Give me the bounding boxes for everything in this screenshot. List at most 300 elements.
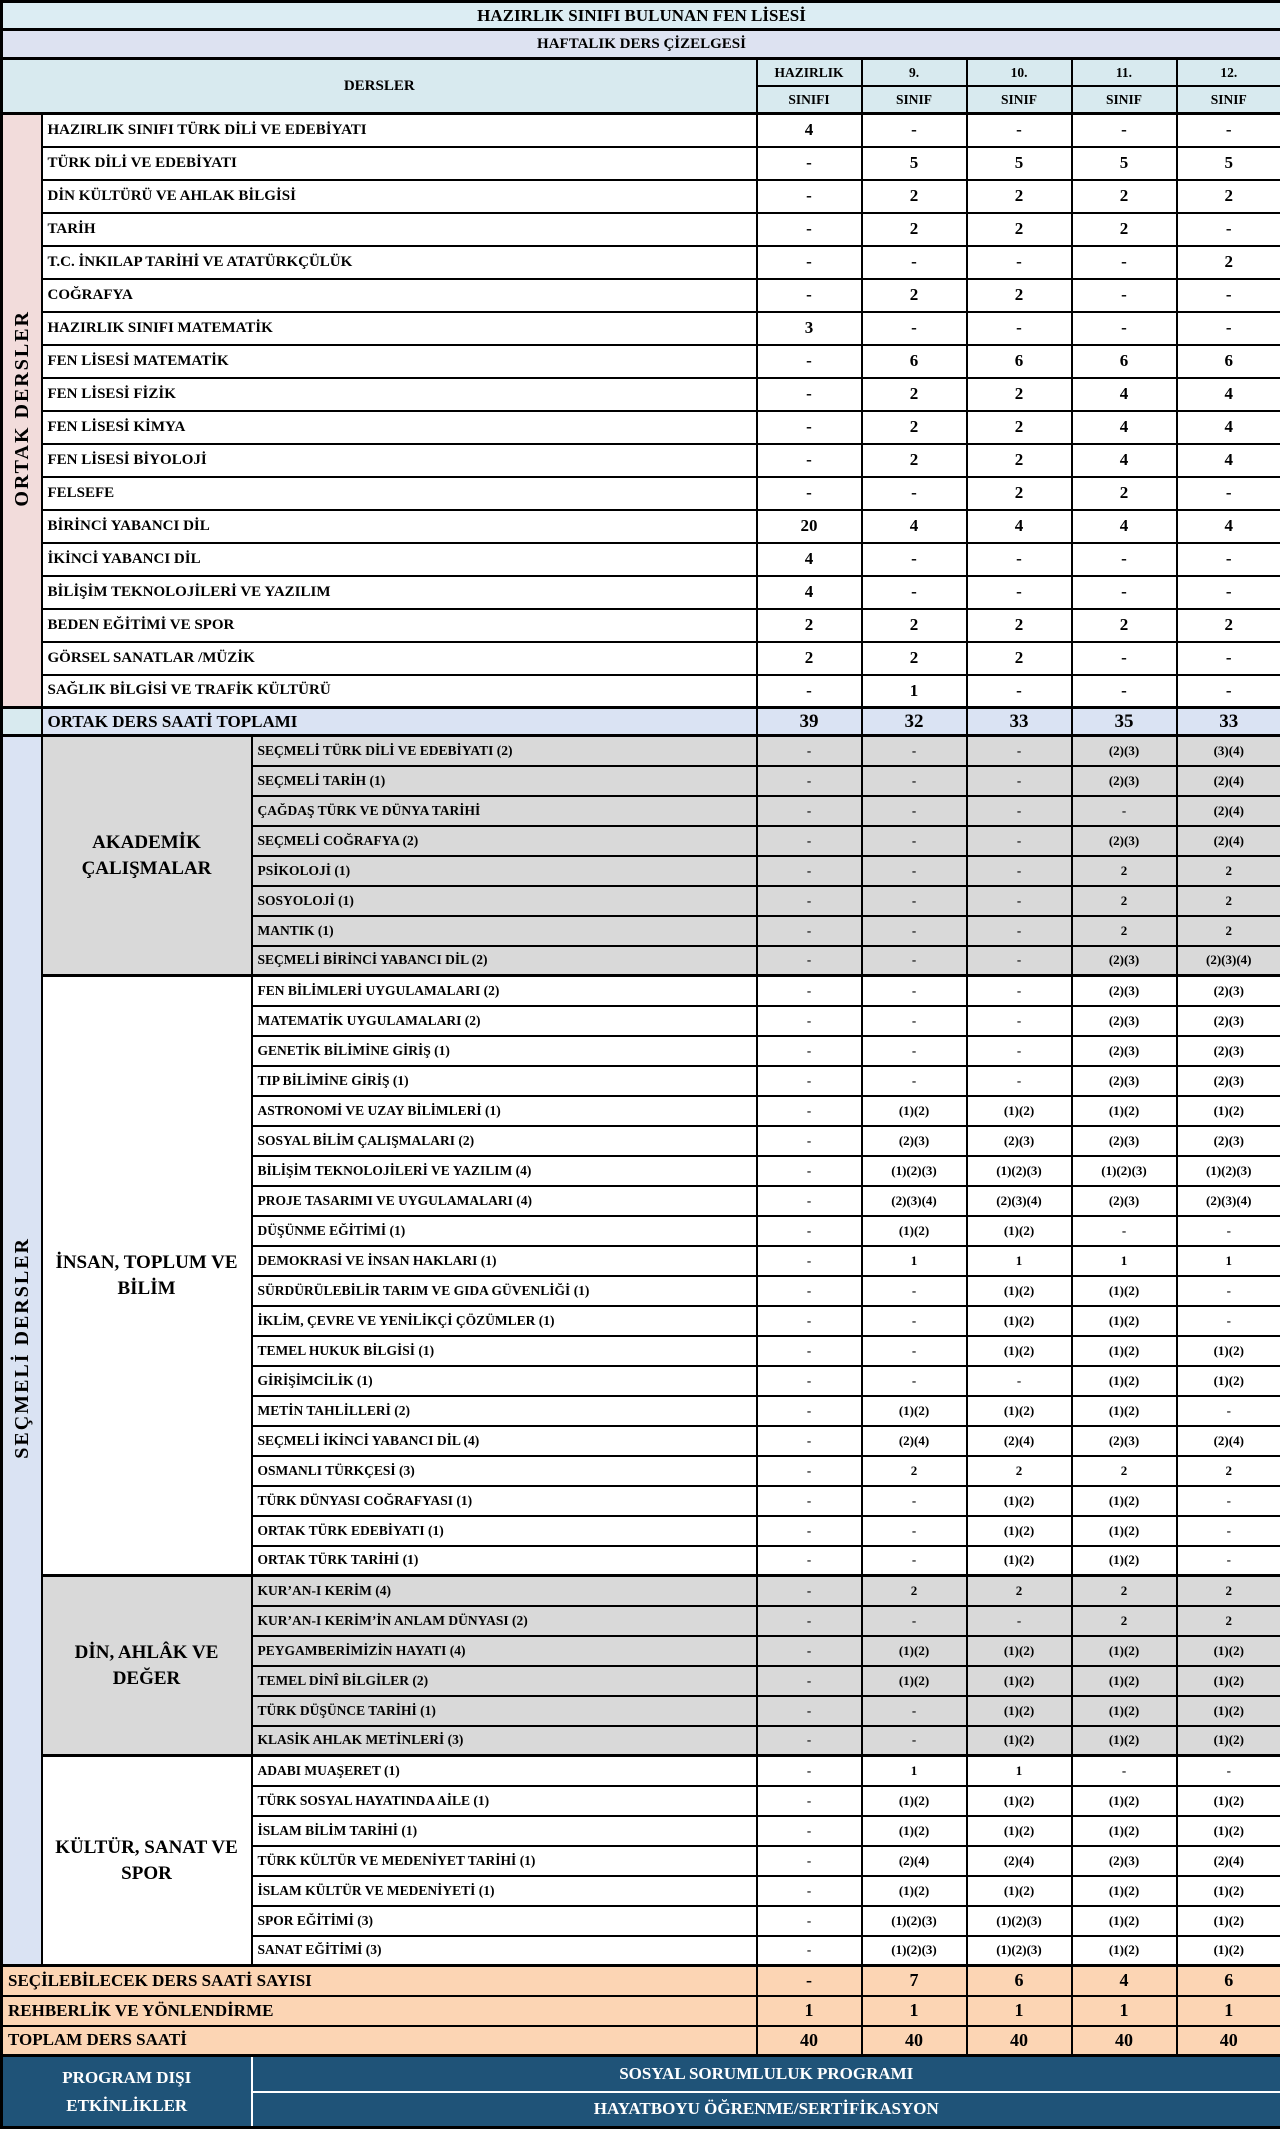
summary-hours: 40	[967, 2026, 1072, 2056]
course-hours: -	[757, 976, 862, 1006]
course-hours: -	[967, 1366, 1072, 1396]
course-hours: -	[1177, 1486, 1280, 1516]
course-hours: 2	[862, 213, 967, 246]
table-body	[2, 114, 1280, 2128]
course-hours: (1)(2)	[1072, 1816, 1177, 1846]
course-hours: (2)(3)	[1072, 1006, 1177, 1036]
elective-course-row	[2, 976, 1280, 1006]
course-hours: (1)(2)	[967, 1786, 1072, 1816]
course-hours: 2	[862, 642, 967, 675]
course-name: FELSEFE	[42, 477, 757, 510]
page-subtitle: HAFTALIK DERS ÇİZELGESİ	[2, 30, 1280, 59]
course-name: TÜRK DİLİ VE EDEBİYATI	[42, 147, 757, 180]
course-hours: (1)(2)	[1072, 1096, 1177, 1126]
course-hours: (1)(2)	[967, 1726, 1072, 1756]
common-course-row	[2, 312, 1280, 345]
course-hours: (2)(3)	[1072, 1426, 1177, 1456]
course-name: FEN BİLİMLERİ UYGULAMALARI (2)	[252, 976, 757, 1006]
course-hours: -	[757, 1936, 862, 1966]
course-hours: -	[862, 246, 967, 279]
course-hours: -	[1072, 279, 1177, 312]
course-hours: -	[757, 1156, 862, 1186]
course-hours: 4	[1072, 444, 1177, 477]
course-hours: 4	[1072, 510, 1177, 543]
course-hours: -	[1177, 576, 1280, 609]
course-hours: -	[862, 1066, 967, 1096]
course-hours: (1)(2)	[1072, 1546, 1177, 1576]
elective-course-row	[2, 1576, 1280, 1606]
course-hours: -	[757, 411, 862, 444]
course-hours: 2	[1072, 180, 1177, 213]
course-name: KUR’AN-I KERİM’İN ANLAM DÜNYASI (2)	[252, 1606, 757, 1636]
course-hours: -	[757, 796, 862, 826]
course-hours: (1)(2)	[967, 1336, 1072, 1366]
course-hours: 6	[1072, 345, 1177, 378]
elective-course-row	[2, 736, 1280, 766]
course-hours: -	[757, 886, 862, 916]
column-header-courses: DERSLER	[2, 59, 757, 114]
course-hours: 2	[862, 279, 967, 312]
course-hours: (2)(3)	[1177, 1036, 1280, 1066]
summary-hours: 6	[967, 1966, 1072, 1996]
course-hours: 2	[967, 444, 1072, 477]
course-name: SEÇMELİ COĞRAFYA (2)	[252, 826, 757, 856]
course-hours: -	[757, 1336, 862, 1366]
course-hours: -	[757, 213, 862, 246]
common-course-row	[2, 576, 1280, 609]
course-hours: -	[757, 378, 862, 411]
course-hours: 2	[1072, 1576, 1177, 1606]
course-name: TIP BİLİMİNE GİRİŞ (1)	[252, 1066, 757, 1096]
course-hours: -	[862, 856, 967, 886]
course-hours: -	[862, 736, 967, 766]
header-row-top	[2, 59, 1280, 87]
course-hours: (2)(3)	[1072, 1066, 1177, 1096]
course-hours: 4	[967, 510, 1072, 543]
column-header-hazirlik: HAZIRLIK	[757, 59, 862, 87]
course-hours: 1	[862, 675, 967, 708]
course-hours: (2)(3)	[1072, 736, 1177, 766]
course-hours: 6	[862, 345, 967, 378]
course-hours: (1)(2)	[1072, 1696, 1177, 1726]
course-hours: -	[862, 1696, 967, 1726]
course-hours: -	[862, 796, 967, 826]
course-hours: (1)(2)(3)	[862, 1156, 967, 1186]
course-hours: (2)(4)	[862, 1426, 967, 1456]
course-name: T.C. İNKILAP TARİHİ VE ATATÜRKÇÜLÜK	[42, 246, 757, 279]
course-hours: (1)(2)	[1177, 1816, 1280, 1846]
course-hours: (2)(4)	[1177, 766, 1280, 796]
course-hours: (1)(2)	[1072, 1876, 1177, 1906]
course-hours: (1)(2)	[862, 1096, 967, 1126]
course-hours: -	[1072, 312, 1177, 345]
course-hours: -	[757, 1696, 862, 1726]
course-hours: -	[757, 1426, 862, 1456]
course-hours: 2	[757, 609, 862, 642]
course-hours: -	[1072, 246, 1177, 279]
course-hours: 2	[1072, 856, 1177, 886]
common-course-row	[2, 378, 1280, 411]
course-name: FEN LİSESİ KİMYA	[42, 411, 757, 444]
column-header-grade-11: 11.	[1072, 59, 1177, 87]
summary-row-label: SEÇİLEBİLECEK DERS SAATİ SAYISI	[2, 1966, 757, 1996]
course-hours: 2	[1072, 213, 1177, 246]
course-hours: (1)(2)	[1072, 1726, 1177, 1756]
course-name: GÖRSEL SANATLAR /MÜZİK	[42, 642, 757, 675]
course-hours: 2	[1177, 886, 1280, 916]
course-name: MATEMATİK UYGULAMALARI (2)	[252, 1006, 757, 1036]
group-label: KÜLTÜR, SANAT VE SPOR	[42, 1756, 252, 1966]
course-hours: 2	[1177, 1606, 1280, 1636]
course-name: TÜRK DÜŞÜNCE TARİHİ (1)	[252, 1696, 757, 1726]
course-hours: (2)(3)	[1072, 766, 1177, 796]
course-hours: (1)(2)	[1072, 1306, 1177, 1336]
course-hours: (1)(2)	[862, 1216, 967, 1246]
course-name: BİRİNCİ YABANCI DİL	[42, 510, 757, 543]
course-hours: -	[862, 576, 967, 609]
course-hours: 2	[967, 411, 1072, 444]
course-hours: 4	[1177, 411, 1280, 444]
summary-hours: 7	[862, 1966, 967, 1996]
course-hours: (1)(2)	[967, 1216, 1072, 1246]
course-hours: (1)(2)(3)	[862, 1936, 967, 1966]
course-name: ASTRONOMİ VE UZAY BİLİMLERİ (1)	[252, 1096, 757, 1126]
course-hours: 6	[967, 345, 1072, 378]
course-hours: 2	[967, 609, 1072, 642]
course-name: COĞRAFYA	[42, 279, 757, 312]
course-name: PEYGAMBERİMİZİN HAYATI (4)	[252, 1636, 757, 1666]
course-hours: -	[757, 1036, 862, 1066]
course-hours: (1)(2)	[1072, 1666, 1177, 1696]
course-hours: 2	[1177, 609, 1280, 642]
course-hours: -	[1177, 1756, 1280, 1786]
course-hours: 4	[1072, 378, 1177, 411]
course-hours: 2	[967, 1456, 1072, 1486]
course-name: BİLİŞİM TEKNOLOJİLERİ VE YAZILIM (4)	[252, 1156, 757, 1186]
course-hours: -	[967, 796, 1072, 826]
total-hours: 32	[862, 708, 967, 736]
course-hours: -	[757, 444, 862, 477]
course-hours: -	[757, 1246, 862, 1276]
course-hours: 4	[757, 114, 862, 147]
course-hours: -	[757, 1876, 862, 1906]
course-hours: -	[862, 1336, 967, 1366]
course-hours: (1)(2)	[1072, 1636, 1177, 1666]
course-hours: (1)(2)	[967, 1516, 1072, 1546]
course-hours: (1)(2)	[967, 1396, 1072, 1426]
course-name: TÜRK SOSYAL HAYATINDA AİLE (1)	[252, 1786, 757, 1816]
course-hours: -	[757, 1456, 862, 1486]
course-hours: -	[757, 1576, 862, 1606]
course-hours: 4	[1072, 411, 1177, 444]
course-hours: 2	[1072, 609, 1177, 642]
course-hours: -	[1072, 576, 1177, 609]
course-hours: -	[1072, 114, 1177, 147]
column-header-grade-12: 12.	[1177, 59, 1280, 87]
course-hours: -	[757, 1066, 862, 1096]
course-name: SAĞLIK BİLGİSİ VE TRAFİK KÜLTÜRÜ	[42, 675, 757, 708]
course-hours: -	[757, 1006, 862, 1036]
course-hours: -	[967, 856, 1072, 886]
course-hours: (1)(2)(3)	[1072, 1156, 1177, 1186]
total-row-label: ORTAK DERS SAATİ TOPLAMI	[42, 708, 757, 736]
course-hours: (1)(2)(3)	[967, 1906, 1072, 1936]
course-hours: -	[757, 675, 862, 708]
elective-section-vertical-label	[2, 736, 42, 1966]
common-section-vertical-label-text: ORTAK DERSLER	[10, 309, 33, 507]
summary-hours: 6	[1177, 1966, 1280, 1996]
course-hours: (1)(2)	[862, 1636, 967, 1666]
column-header-grade-10: 10.	[967, 59, 1072, 87]
course-hours: -	[1177, 1396, 1280, 1426]
course-name: ADABI MUAŞERET (1)	[252, 1756, 757, 1786]
course-hours: -	[1177, 312, 1280, 345]
course-hours: (2)(3)(4)	[967, 1186, 1072, 1216]
course-hours: -	[1072, 543, 1177, 576]
course-hours: -	[967, 736, 1072, 766]
course-hours: -	[967, 543, 1072, 576]
course-hours: -	[757, 1786, 862, 1816]
course-hours: 5	[967, 147, 1072, 180]
course-hours: 1	[862, 1756, 967, 1786]
course-hours: (1)(2)	[1072, 1516, 1177, 1546]
column-header-grade-9: 9.	[862, 59, 967, 87]
course-hours: 4	[757, 543, 862, 576]
total-hours: 33	[1177, 708, 1280, 736]
course-hours: -	[757, 180, 862, 213]
summary-row-label: TOPLAM DERS SAATİ	[2, 2026, 757, 2056]
course-hours: 2	[967, 180, 1072, 213]
course-hours: (1)(2)	[1177, 1366, 1280, 1396]
course-hours: (1)(2)	[1072, 1936, 1177, 1966]
course-hours: -	[862, 916, 967, 946]
summary-hours: 1	[1072, 1996, 1177, 2026]
course-hours: (1)(2)	[967, 1666, 1072, 1696]
course-name: TEMEL DİNÎ BİLGİLER (2)	[252, 1666, 757, 1696]
course-name: FEN LİSESİ BİYOLOJİ	[42, 444, 757, 477]
common-course-row	[2, 411, 1280, 444]
course-hours: -	[862, 976, 967, 1006]
course-hours: -	[967, 1006, 1072, 1036]
course-hours: -	[757, 826, 862, 856]
course-hours: (1)(2)	[1072, 1786, 1177, 1816]
course-hours: (2)(3)	[1177, 1006, 1280, 1036]
course-hours: -	[1177, 1546, 1280, 1576]
course-hours: (2)(4)	[862, 1846, 967, 1876]
course-hours: (1)(2)	[967, 1876, 1072, 1906]
course-hours: 4	[757, 576, 862, 609]
common-course-row	[2, 444, 1280, 477]
course-hours: -	[1072, 1216, 1177, 1246]
course-hours: -	[862, 1726, 967, 1756]
course-hours: 1	[967, 1246, 1072, 1276]
course-hours: 2	[1177, 856, 1280, 886]
course-hours: -	[757, 1906, 862, 1936]
course-name: PSİKOLOJİ (1)	[252, 856, 757, 886]
course-hours: -	[757, 1126, 862, 1156]
summary-hours: 40	[1177, 2026, 1280, 2056]
course-name: SPOR EĞİTİMİ (3)	[252, 1906, 757, 1936]
course-hours: (1)(2)	[1072, 1906, 1177, 1936]
course-name: İSLAM BİLİM TARİHİ (1)	[252, 1816, 757, 1846]
course-hours: -	[757, 1816, 862, 1846]
course-hours: 2	[1177, 246, 1280, 279]
course-name: ORTAK TÜRK EDEBİYATI (1)	[252, 1516, 757, 1546]
course-hours: -	[757, 1636, 862, 1666]
course-name: DİN KÜLTÜRÜ VE AHLAK BİLGİSİ	[42, 180, 757, 213]
course-name: PROJE TASARIMI VE UYGULAMALARI (4)	[252, 1186, 757, 1216]
total-hours: 39	[757, 708, 862, 736]
course-hours: -	[757, 1276, 862, 1306]
course-hours: -	[757, 477, 862, 510]
course-hours: 2	[967, 279, 1072, 312]
course-hours: (2)(3)(4)	[1177, 946, 1280, 976]
common-course-row	[2, 345, 1280, 378]
course-name: SEÇMELİ TARİH (1)	[252, 766, 757, 796]
course-hours: 2	[1072, 1456, 1177, 1486]
course-hours: 5	[1177, 147, 1280, 180]
course-hours: -	[967, 576, 1072, 609]
course-hours: (1)(2)	[1177, 1786, 1280, 1816]
common-course-row	[2, 279, 1280, 312]
course-name: İKİNCİ YABANCI DİL	[42, 543, 757, 576]
summary-hours: 1	[967, 1996, 1072, 2026]
course-hours: -	[757, 1186, 862, 1216]
course-name: SANAT EĞİTİMİ (3)	[252, 1936, 757, 1966]
course-hours: (2)(4)	[1177, 796, 1280, 826]
course-hours: (1)(2)	[1177, 1876, 1280, 1906]
course-name: FEN LİSESİ MATEMATİK	[42, 345, 757, 378]
course-hours: -	[757, 946, 862, 976]
course-hours: -	[967, 886, 1072, 916]
program-label: PROGRAM DIŞI ETKİNLİKLER	[2, 2056, 252, 2128]
course-hours: -	[757, 345, 862, 378]
common-course-row	[2, 147, 1280, 180]
course-hours: 2	[967, 213, 1072, 246]
course-hours: -	[1177, 1516, 1280, 1546]
course-hours: (1)(2)	[967, 1816, 1072, 1846]
course-hours: 2	[1177, 1576, 1280, 1606]
course-hours: -	[967, 114, 1072, 147]
course-hours: (1)(2)	[967, 1696, 1072, 1726]
course-hours: (2)(4)	[1177, 826, 1280, 856]
summary-hours: 40	[757, 2026, 862, 2056]
course-hours: 1	[862, 1246, 967, 1276]
course-hours: -	[967, 916, 1072, 946]
course-hours: -	[757, 1846, 862, 1876]
elective-course-row	[2, 1756, 1280, 1786]
course-hours: -	[1177, 642, 1280, 675]
summary-row	[2, 1996, 1280, 2026]
course-hours: 4	[1177, 510, 1280, 543]
course-name: DÜŞÜNME EĞİTİMİ (1)	[252, 1216, 757, 1246]
course-hours: (1)(2)	[862, 1876, 967, 1906]
program-item: HAYATBOYU ÖĞRENME/SERTİFİKASYON	[252, 2092, 1280, 2128]
course-hours: (1)(2)(3)	[1177, 1156, 1280, 1186]
course-name: OSMANLI TÜRKÇESİ (3)	[252, 1456, 757, 1486]
course-hours: (1)(2)(3)	[967, 1936, 1072, 1966]
course-hours: -	[1177, 279, 1280, 312]
course-hours: (1)(2)	[967, 1546, 1072, 1576]
summary-hours: -	[757, 1966, 862, 1996]
course-hours: (1)(2)	[1177, 1336, 1280, 1366]
course-hours: 2	[862, 180, 967, 213]
course-hours: 6	[1177, 345, 1280, 378]
course-hours: -	[757, 1366, 862, 1396]
course-hours: 2	[967, 642, 1072, 675]
summary-row	[2, 2026, 1280, 2056]
course-hours: (2)(3)	[1072, 1846, 1177, 1876]
course-hours: (2)(3)(4)	[862, 1186, 967, 1216]
course-hours: 2	[862, 378, 967, 411]
common-course-row	[2, 642, 1280, 675]
course-name: DEMOKRASİ VE İNSAN HAKLARI (1)	[252, 1246, 757, 1276]
page-title: HAZIRLIK SINIFI BULUNAN FEN LİSESİ	[2, 2, 1280, 30]
course-hours: -	[757, 1396, 862, 1426]
column-header-grade-9-sub: SINIF	[862, 86, 967, 114]
course-hours: -	[757, 1726, 862, 1756]
course-hours: (3)(4)	[1177, 736, 1280, 766]
course-name: TÜRK KÜLTÜR VE MEDENİYET TARİHİ (1)	[252, 1846, 757, 1876]
course-hours: (1)(2)	[1177, 1666, 1280, 1696]
course-hours: 2	[1177, 180, 1280, 213]
course-hours: (2)(3)	[1177, 1066, 1280, 1096]
course-hours: (2)(3)	[1072, 1036, 1177, 1066]
course-hours: -	[1072, 642, 1177, 675]
course-name: HAZIRLIK SINIFI MATEMATİK	[42, 312, 757, 345]
course-name: TEMEL HUKUK BİLGİSİ (1)	[252, 1336, 757, 1366]
course-hours: (2)(3)	[967, 1126, 1072, 1156]
summary-row-label: REHBERLİK VE YÖNLENDİRME	[2, 1996, 757, 2026]
course-hours: (1)(2)	[1072, 1276, 1177, 1306]
course-hours: (1)(2)	[1177, 1636, 1280, 1666]
course-name: SEÇMELİ BİRİNCİ YABANCI DİL (2)	[252, 946, 757, 976]
course-hours: 2	[1072, 886, 1177, 916]
course-hours: -	[862, 766, 967, 796]
course-hours: (2)(3)	[1072, 1126, 1177, 1156]
course-hours: 2	[862, 411, 967, 444]
course-hours: (1)(2)	[862, 1666, 967, 1696]
course-hours: (1)(2)	[1177, 1906, 1280, 1936]
course-hours: -	[1177, 1276, 1280, 1306]
course-name: HAZIRLIK SINIFI TÜRK DİLİ VE EDEBİYATI	[42, 114, 757, 147]
course-hours: 4	[1177, 378, 1280, 411]
course-name: FEN LİSESİ FİZİK	[42, 378, 757, 411]
course-hours: -	[967, 1066, 1072, 1096]
course-hours: -	[757, 246, 862, 279]
course-hours: (2)(3)	[1177, 1126, 1280, 1156]
course-name: SEÇMELİ İKİNCİ YABANCI DİL (4)	[252, 1426, 757, 1456]
course-name: İKLİM, ÇEVRE VE YENİLİKÇİ ÇÖZÜMLER (1)	[252, 1306, 757, 1336]
course-hours: -	[1072, 675, 1177, 708]
course-hours: -	[862, 1546, 967, 1576]
course-hours: -	[757, 1486, 862, 1516]
course-hours: -	[967, 1036, 1072, 1066]
course-hours: -	[757, 1666, 862, 1696]
course-name: GENETİK BİLİMİNE GİRİŞ (1)	[252, 1036, 757, 1066]
summary-hours: 1	[1177, 1996, 1280, 2026]
course-hours: -	[757, 916, 862, 946]
common-course-row	[2, 246, 1280, 279]
course-hours: 4	[862, 510, 967, 543]
course-hours: 2	[862, 1576, 967, 1606]
course-hours: 20	[757, 510, 862, 543]
summary-hours: 1	[862, 1996, 967, 2026]
common-course-row	[2, 510, 1280, 543]
course-hours: (1)(2)(3)	[967, 1156, 1072, 1186]
course-hours: -	[1072, 796, 1177, 826]
course-hours: -	[862, 886, 967, 916]
